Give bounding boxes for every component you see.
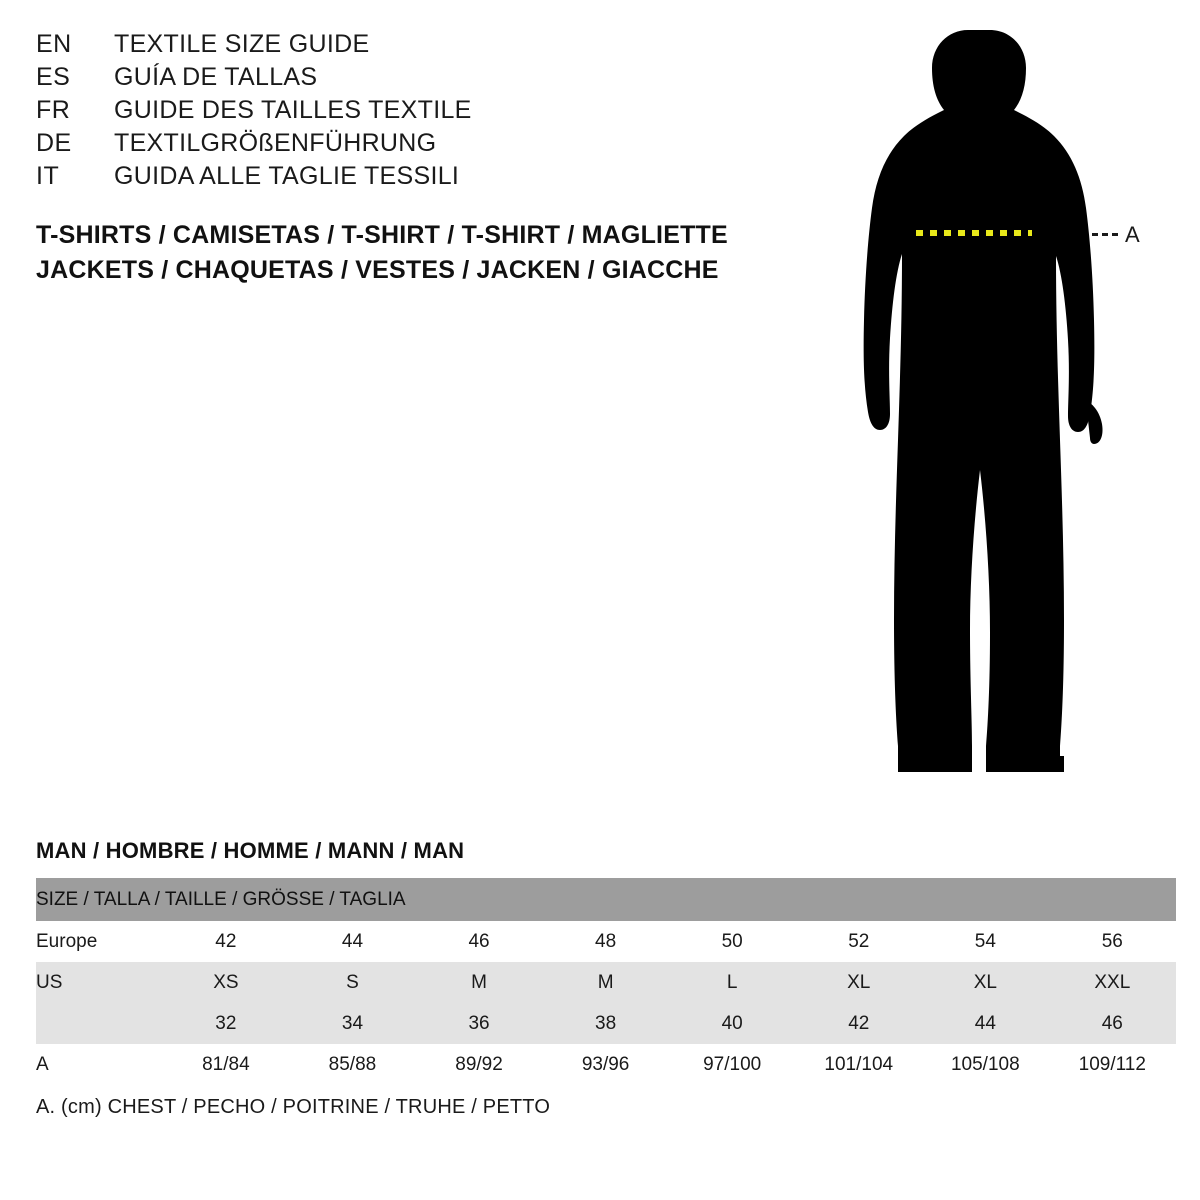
table-row: [36, 921, 1176, 962]
cell: 56: [1049, 921, 1176, 962]
cell: 85/88: [289, 1044, 416, 1085]
language-row: [36, 96, 776, 129]
cell: XL: [922, 962, 1049, 1003]
row-label: [36, 1003, 163, 1044]
cell: 34: [289, 1003, 416, 1044]
cell: 32: [163, 1003, 290, 1044]
cell: 93/96: [542, 1044, 669, 1085]
measure-leader-line: [1092, 233, 1118, 236]
language-code: EN: [36, 30, 72, 58]
row-label: Europe: [36, 921, 163, 962]
language-row: [36, 63, 776, 96]
language-list: [36, 30, 776, 195]
table-row: [36, 962, 1176, 1003]
category-tshirts: T-SHIRTS / CAMISETAS / T-SHIRT / T-SHIRT / MAGLIETTE: [36, 221, 728, 249]
language-code: IT: [36, 162, 60, 190]
language-code: ES: [36, 63, 71, 91]
cell: 40: [669, 1003, 796, 1044]
table-title: MAN / HOMBRE / HOMME / MANN / MAN: [36, 838, 465, 863]
cell: M: [542, 962, 669, 1003]
cell: 89/92: [416, 1044, 543, 1085]
language-title: GUÍA DE TALLAS: [114, 63, 318, 91]
language-title: GUIDE DES TAILLES TEXTILE: [114, 96, 472, 124]
cell: XL: [795, 962, 922, 1003]
row-label: A: [36, 1044, 163, 1085]
body-silhouette-figure: [820, 20, 1180, 790]
cell: 109/112: [1049, 1044, 1176, 1085]
table-row: [36, 1044, 1176, 1085]
language-title: TEXTILE SIZE GUIDE: [114, 30, 370, 58]
measure-label-a: A: [1125, 222, 1140, 247]
cell: S: [289, 962, 416, 1003]
cell: 97/100: [669, 1044, 796, 1085]
category-list: [36, 218, 796, 288]
cell: 38: [542, 1003, 669, 1044]
category-jackets: JACKETS / CHAQUETAS / VESTES / JACKEN / GIACCHE: [36, 256, 719, 284]
cell: 50: [669, 921, 796, 962]
cell: 105/108: [922, 1044, 1049, 1085]
size-table-section: [36, 838, 1176, 1085]
cell: 52: [795, 921, 922, 962]
language-row: [36, 162, 776, 195]
table-header-label: SIZE / TALLA / TAILLE / GRÖSSE / TAGLIA: [36, 878, 1176, 921]
language-code: FR: [36, 96, 71, 124]
cell: XS: [163, 962, 290, 1003]
language-title: TEXTILGRÖßENFÜHRUNG: [114, 129, 437, 157]
cell: 46: [416, 921, 543, 962]
cell: 48: [542, 921, 669, 962]
cell: 101/104: [795, 1044, 922, 1085]
cell: 46: [1049, 1003, 1176, 1044]
man-silhouette-icon: [820, 20, 1180, 790]
language-row: [36, 30, 776, 63]
table-row: [36, 1003, 1176, 1044]
cell: 36: [416, 1003, 543, 1044]
cell: L: [669, 962, 796, 1003]
cell: 42: [795, 1003, 922, 1044]
row-label: US: [36, 962, 163, 1003]
cell: M: [416, 962, 543, 1003]
language-title: GUIDA ALLE TAGLIE TESSILI: [114, 162, 460, 190]
cell: 81/84: [163, 1044, 290, 1085]
cell: XXL: [1049, 962, 1176, 1003]
cell: 54: [922, 921, 1049, 962]
cell: 44: [922, 1003, 1049, 1044]
footnote: A. (cm) CHEST / PECHO / POITRINE / TRUHE / PETTO: [36, 1096, 551, 1118]
cell: 44: [289, 921, 416, 962]
cell: 42: [163, 921, 290, 962]
table-header-row: [36, 878, 1176, 921]
size-table: [36, 878, 1176, 1085]
language-code: DE: [36, 129, 72, 157]
language-row: [36, 129, 776, 162]
